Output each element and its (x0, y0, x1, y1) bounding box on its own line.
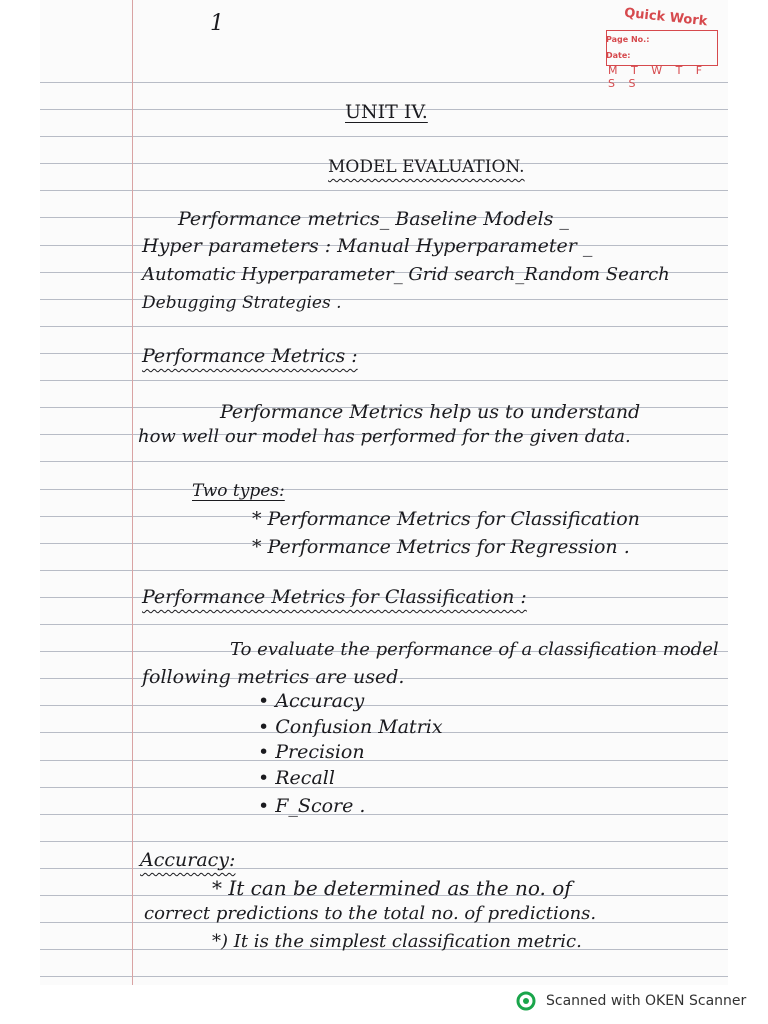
topic-line: Performance metrics_ Baseline Models _ (178, 208, 569, 230)
paragraph-line: how well our model has performed for the given data. (138, 426, 631, 447)
paragraph-line: *) It is the simplest classification metric. (212, 931, 582, 952)
stamp-days: M T W T F S S (608, 64, 708, 90)
page-number: 1 (210, 11, 224, 36)
scanner-watermark (516, 989, 746, 1013)
ruled-line (40, 190, 728, 191)
ruled-line (40, 570, 728, 571)
types-label: Two types: (192, 481, 285, 501)
section-heading: Performance Metrics : (142, 345, 358, 367)
paragraph-line: Performance Metrics help us to understand (220, 401, 641, 423)
ruled-line (40, 841, 728, 842)
metric-item: • Confusion Matrix (258, 716, 443, 738)
margin-line (132, 0, 133, 985)
ruled-line (40, 760, 728, 761)
metric-item: • Precision (258, 741, 365, 763)
topic-line: Hyper parameters : Manual Hyperparameter _ (142, 235, 593, 257)
ruled-line (40, 461, 728, 462)
section-heading: Accuracy: (140, 849, 236, 871)
ruled-line (40, 787, 728, 788)
paragraph-line: To evaluate the performance of a classification model (230, 639, 719, 660)
ruled-line (40, 624, 728, 625)
list-item: * Performance Metrics for Regression . (252, 536, 630, 558)
topic-line: Automatic Hyperparameter_ Grid search_Random Search (142, 264, 670, 285)
notebook-page (40, 0, 728, 985)
scanner-text: Scanned with OKEN Scanner (546, 993, 747, 1009)
ruled-line (40, 814, 728, 815)
section-heading: Performance Metrics for Classification : (142, 586, 527, 608)
ruled-line (40, 380, 728, 381)
stamp-date: Date: (606, 51, 631, 60)
unit-title: UNIT IV. (345, 101, 428, 123)
stamp-brand: Quick Work (623, 5, 709, 30)
ruled-line (40, 489, 728, 490)
ruled-line (40, 136, 728, 137)
metric-item: • F_Score . (258, 795, 366, 817)
topic-line: Debugging Strategies . (142, 293, 342, 313)
metric-item: • Recall (258, 767, 335, 789)
paragraph-line: * It can be determined as the no. of (212, 876, 572, 900)
oken-logo-icon (516, 991, 536, 1011)
stamp-page-no: Page No.: (606, 35, 650, 44)
chapter-title: MODEL EVALUATION. (328, 157, 525, 177)
list-item: * Performance Metrics for Classification (252, 508, 640, 530)
paragraph-line: correct predictions to the total no. of predictions. (144, 903, 597, 924)
paragraph-line: following metrics are used. (142, 666, 405, 688)
metric-item: • Accuracy (258, 690, 365, 712)
ruled-line (40, 326, 728, 327)
ruled-line (40, 705, 728, 706)
ruled-line (40, 976, 728, 977)
quick-work-stamp (602, 5, 720, 90)
